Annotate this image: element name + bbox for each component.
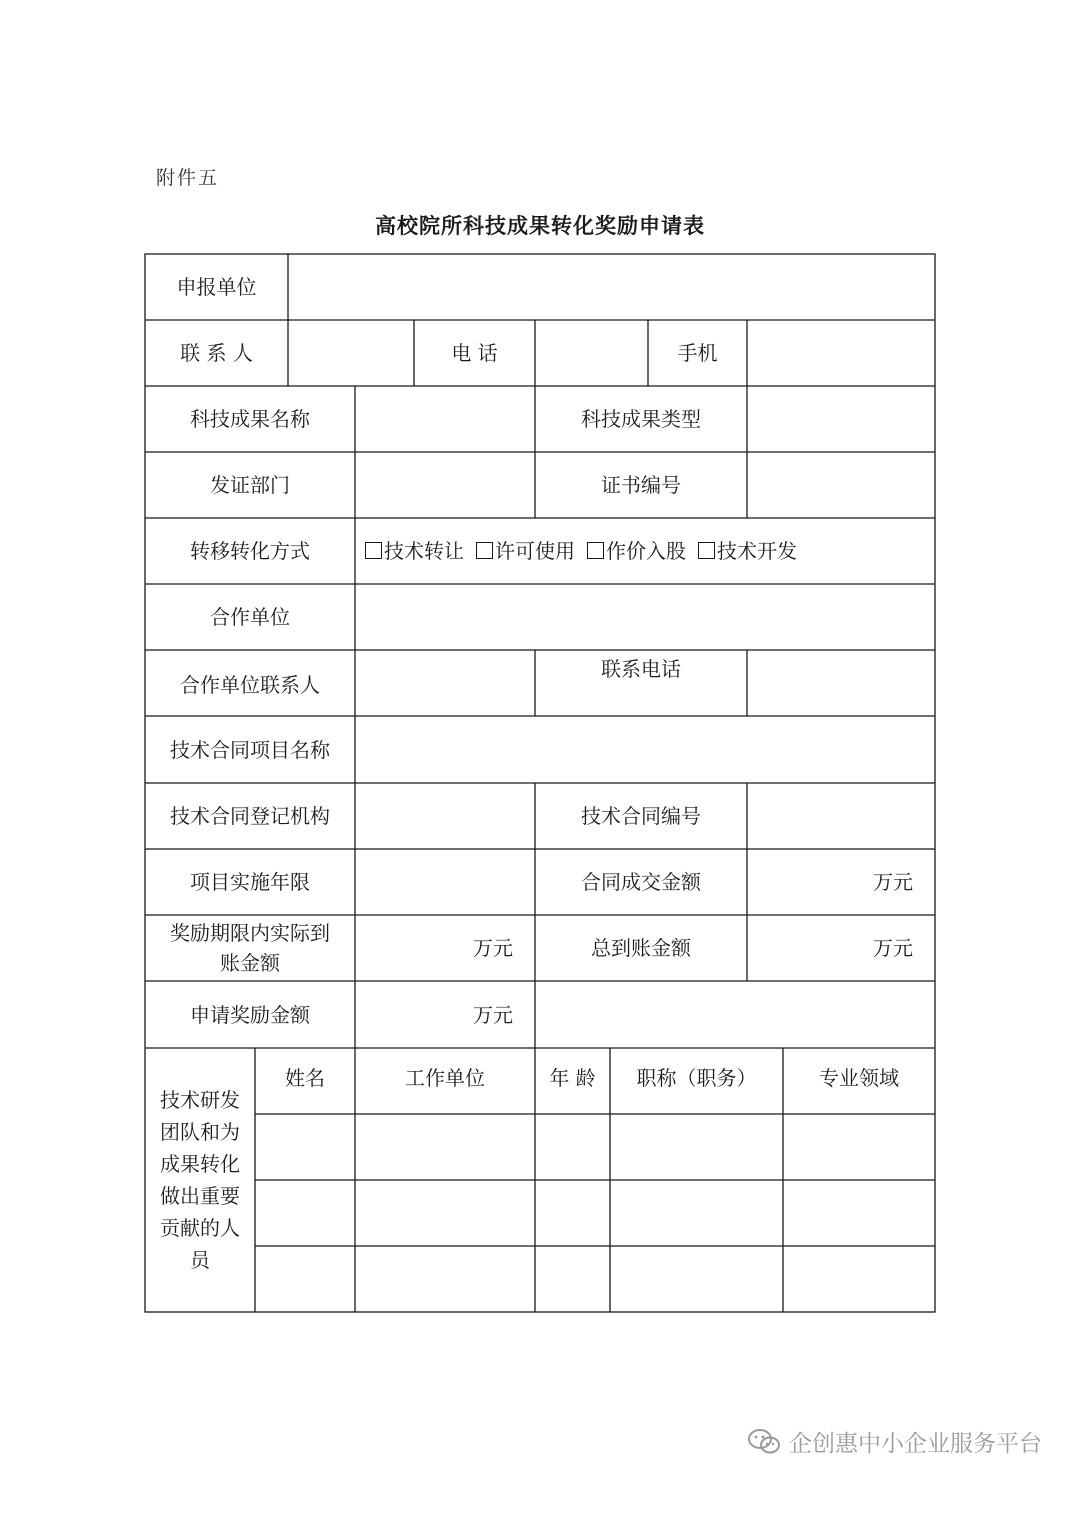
mobile-field[interactable] bbox=[747, 320, 935, 386]
total-received-field[interactable] bbox=[747, 915, 935, 981]
team-col-field: 专业领域 bbox=[819, 1066, 899, 1090]
team-row-3-field[interactable] bbox=[783, 1246, 935, 1312]
option-technology-transfer[interactable]: 技术转让 bbox=[365, 536, 464, 566]
contact-person-label: 联 系 人 bbox=[180, 341, 253, 365]
option-license[interactable]: 许可使用 bbox=[476, 536, 575, 566]
team-row-2-name[interactable] bbox=[255, 1180, 355, 1246]
checkbox-icon[interactable] bbox=[587, 542, 604, 559]
issuing-dept-label: 发证部门 bbox=[210, 473, 290, 497]
contract-amount-field[interactable] bbox=[747, 849, 935, 915]
checkbox-icon[interactable] bbox=[698, 542, 715, 559]
contact-person-field[interactable] bbox=[288, 320, 414, 386]
team-col-title: 职称（职务） bbox=[636, 1066, 757, 1090]
attachment-label: 附件五 bbox=[156, 167, 220, 189]
contact-phone-label: 联系电话 bbox=[601, 657, 681, 681]
applicant-unit-label: 申报单位 bbox=[176, 275, 257, 299]
team-row-2-age[interactable] bbox=[535, 1180, 610, 1246]
implementation-period-label: 项目实施年限 bbox=[190, 870, 310, 894]
form-title: 高校院所科技成果转化奖励申请表 bbox=[375, 213, 705, 238]
achievement-name-field[interactable] bbox=[355, 386, 535, 452]
team-row-3-age[interactable] bbox=[535, 1246, 610, 1312]
contact-phone-field[interactable] bbox=[747, 650, 935, 716]
partner-contact-label: 合作单位联系人 bbox=[180, 673, 320, 697]
checkbox-icon[interactable] bbox=[365, 542, 382, 559]
implementation-period-field[interactable] bbox=[355, 849, 535, 915]
partner-contact-field[interactable] bbox=[355, 650, 535, 716]
team-row-1-field[interactable] bbox=[783, 1114, 935, 1180]
phone-label: 电 话 bbox=[451, 341, 498, 365]
team-row-3-work-unit[interactable] bbox=[355, 1246, 535, 1312]
unit-label: 万元 bbox=[473, 1002, 513, 1027]
issuing-dept-field[interactable] bbox=[355, 452, 535, 518]
contract-registry-label: 技术合同登记机构 bbox=[170, 804, 330, 828]
contract-amount-label: 合同成交金额 bbox=[581, 870, 701, 894]
phone-field[interactable] bbox=[535, 320, 648, 386]
wechat-icon bbox=[747, 1428, 781, 1456]
partner-unit-field[interactable] bbox=[355, 584, 935, 650]
team-col-age: 年 龄 bbox=[549, 1066, 596, 1090]
achievement-name-label: 科技成果名称 bbox=[190, 407, 310, 431]
team-row-1-title[interactable] bbox=[610, 1114, 783, 1180]
team-row-3-title[interactable] bbox=[610, 1246, 783, 1312]
certificate-no-label: 证书编号 bbox=[601, 473, 681, 497]
contract-project-label: 技术合同项目名称 bbox=[170, 737, 330, 762]
team-row-3-name[interactable] bbox=[255, 1246, 355, 1312]
contract-registry-field[interactable] bbox=[355, 783, 535, 849]
transfer-method-label: 转移转化方式 bbox=[190, 539, 310, 563]
transfer-method-options bbox=[355, 518, 935, 584]
mobile-label: 手机 bbox=[677, 341, 718, 365]
option-equity[interactable]: 作价入股 bbox=[587, 536, 686, 566]
total-received-label: 总到账金额 bbox=[591, 936, 691, 960]
contract-no-field[interactable] bbox=[747, 783, 935, 849]
team-row-2-title[interactable] bbox=[610, 1180, 783, 1246]
achievement-type-label: 科技成果类型 bbox=[581, 407, 701, 431]
option-technology-development[interactable]: 技术开发 bbox=[698, 536, 797, 566]
team-row-1-name[interactable] bbox=[255, 1114, 355, 1180]
unit-label: 万元 bbox=[473, 936, 513, 960]
applicant-unit-field[interactable] bbox=[288, 254, 935, 320]
contract-project-field[interactable] bbox=[355, 716, 935, 783]
actual-received-label: 奖励期限内实际到 账金额 bbox=[170, 921, 330, 975]
team-row-2-work-unit[interactable] bbox=[355, 1180, 535, 1246]
team-row-1-age[interactable] bbox=[535, 1114, 610, 1180]
watermark bbox=[747, 1425, 1042, 1458]
contract-no-label: 技术合同编号 bbox=[581, 804, 701, 828]
partner-unit-label: 合作单位 bbox=[210, 605, 290, 629]
watermark-text: 企创惠中小企业服务平台 bbox=[789, 1431, 1042, 1457]
reward-requested-field[interactable] bbox=[355, 981, 535, 1048]
team-section-label: 技术研发 团队和为 成果转化 做出重要 贡献的人 员 bbox=[160, 1088, 240, 1272]
team-col-name: 姓名 bbox=[285, 1066, 325, 1090]
unit-label: 万元 bbox=[873, 870, 913, 894]
actual-received-field[interactable] bbox=[355, 915, 535, 981]
achievement-type-field[interactable] bbox=[747, 386, 935, 452]
team-row-2-field[interactable] bbox=[783, 1180, 935, 1246]
team-col-work-unit: 工作单位 bbox=[405, 1066, 485, 1090]
reward-requested-label: 申请奖励金额 bbox=[190, 1002, 310, 1027]
team-row-1-work-unit[interactable] bbox=[355, 1114, 535, 1180]
certificate-no-field[interactable] bbox=[747, 452, 935, 518]
reward-requested-blank bbox=[535, 981, 935, 1048]
checkbox-icon[interactable] bbox=[476, 542, 493, 559]
unit-label: 万元 bbox=[873, 936, 913, 960]
